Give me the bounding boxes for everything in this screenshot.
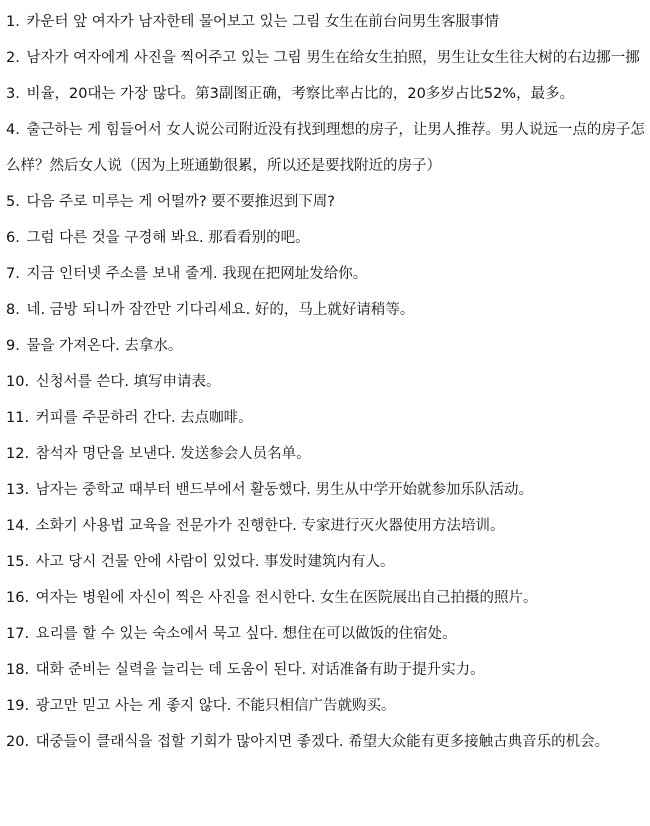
list-item — [6, 364, 646, 400]
item-text: 다음 주로 미루는 게 어떨까? 要不要推迟到下周? — [26, 194, 335, 210]
item-number: 8. — [6, 302, 20, 318]
item-text: 출근하는 게 힘들어서 女人说公司附近没有找到理想的房子，让男人推荐。男人说远一点的房子怎么样？然后女人说（因为上班通勤很累，所以还是要找附近的房子） — [6, 122, 645, 174]
item-number: 9. — [6, 338, 20, 354]
item-text: 요리를 할 수 있는 숙소에서 묵고 싶다. 想住在可以做饭的住宿处。 — [35, 626, 457, 642]
item-number: 13. — [6, 482, 30, 498]
list-item — [6, 220, 646, 256]
item-number: 17. — [6, 626, 30, 642]
item-text: 소화기 사용법 교육을 전문가가 진행한다. 专家进行灭火器使用方法培训。 — [35, 518, 505, 534]
list-item — [6, 508, 646, 544]
item-text: 카운터 앞 여자가 남자한테 물어보고 있는 그림 女生在前台问男生客服事情 — [26, 14, 499, 30]
item-number: 10. — [6, 374, 30, 390]
item-number: 11. — [6, 410, 30, 426]
list-item — [6, 580, 646, 616]
list-item — [6, 184, 646, 220]
item-text: 대화 준비는 실력을 늘리는 데 도움이 된다. 对话准备有助于提升实力。 — [35, 662, 485, 678]
document-body — [6, 4, 646, 760]
list-item — [6, 40, 646, 76]
item-text: 광고만 믿고 사는 게 좋지 않다. 不能只相信广告就购买。 — [35, 698, 396, 714]
list-item — [6, 112, 646, 184]
item-text: 비율，20대는 가장 많다。第3副图正确，考察比率占比的，20多岁占比52%，最多。 — [26, 86, 575, 102]
list-item — [6, 292, 646, 328]
list-item — [6, 616, 646, 652]
item-number: 6. — [6, 230, 20, 246]
list-item — [6, 652, 646, 688]
item-text: 물을 가져온다. 去拿水。 — [26, 338, 183, 354]
item-number: 12. — [6, 446, 30, 462]
item-number: 19. — [6, 698, 30, 714]
item-number: 18. — [6, 662, 30, 678]
item-text: 여자는 병원에 자신이 찍은 사진을 전시한다. 女生在医院展出自己拍摄的照片。 — [35, 590, 538, 606]
item-text: 신청서를 쓴다. 填写申请表。 — [35, 374, 221, 390]
item-text: 대중들이 클래식을 접할 기회가 많아지면 좋겠다. 希望大众能有更多接触古典音乐的机会。 — [35, 734, 610, 750]
list-item — [6, 256, 646, 292]
list-item — [6, 328, 646, 364]
item-number: 7. — [6, 266, 20, 282]
item-text: 네. 금방 되니까 잠깐만 기다리세요. 好的，马上就好请稍等。 — [26, 302, 415, 318]
item-number: 15. — [6, 554, 30, 570]
item-number: 4. — [6, 122, 20, 138]
item-text: 참석자 명단을 보낸다. 发送参会人员名单。 — [35, 446, 311, 462]
item-number: 20. — [6, 734, 30, 750]
item-number: 3. — [6, 86, 20, 102]
item-number: 1. — [6, 14, 20, 30]
item-text: 남자는 중학교 때부터 밴드부에서 활동했다. 男生从中学开始就参加乐队活动。 — [35, 482, 533, 498]
item-number: 5. — [6, 194, 20, 210]
list-item — [6, 436, 646, 472]
item-text: 커피를 주문하러 간다. 去点咖啡。 — [35, 410, 253, 426]
list-item — [6, 76, 646, 112]
item-number: 16. — [6, 590, 30, 606]
list-item — [6, 4, 646, 40]
item-number: 2. — [6, 50, 20, 66]
list-item — [6, 724, 646, 760]
item-text: 그럼 다른 것을 구경해 봐요. 那看看别的吧。 — [26, 230, 310, 246]
list-item — [6, 472, 646, 508]
list-item — [6, 544, 646, 580]
list-item — [6, 400, 646, 436]
item-text: 지금 인터넷 주소를 보내 줄게. 我现在把网址发给你。 — [26, 266, 368, 282]
list-item — [6, 688, 646, 724]
item-text: 남자가 여자에게 사진을 찍어주고 있는 그림 男生在给女生拍照，男生让女生往大树的右边挪一挪 — [26, 50, 640, 66]
item-text: 사고 당시 건물 안에 사람이 있었다. 事发时建筑内有人。 — [35, 554, 395, 570]
item-number: 14. — [6, 518, 30, 534]
